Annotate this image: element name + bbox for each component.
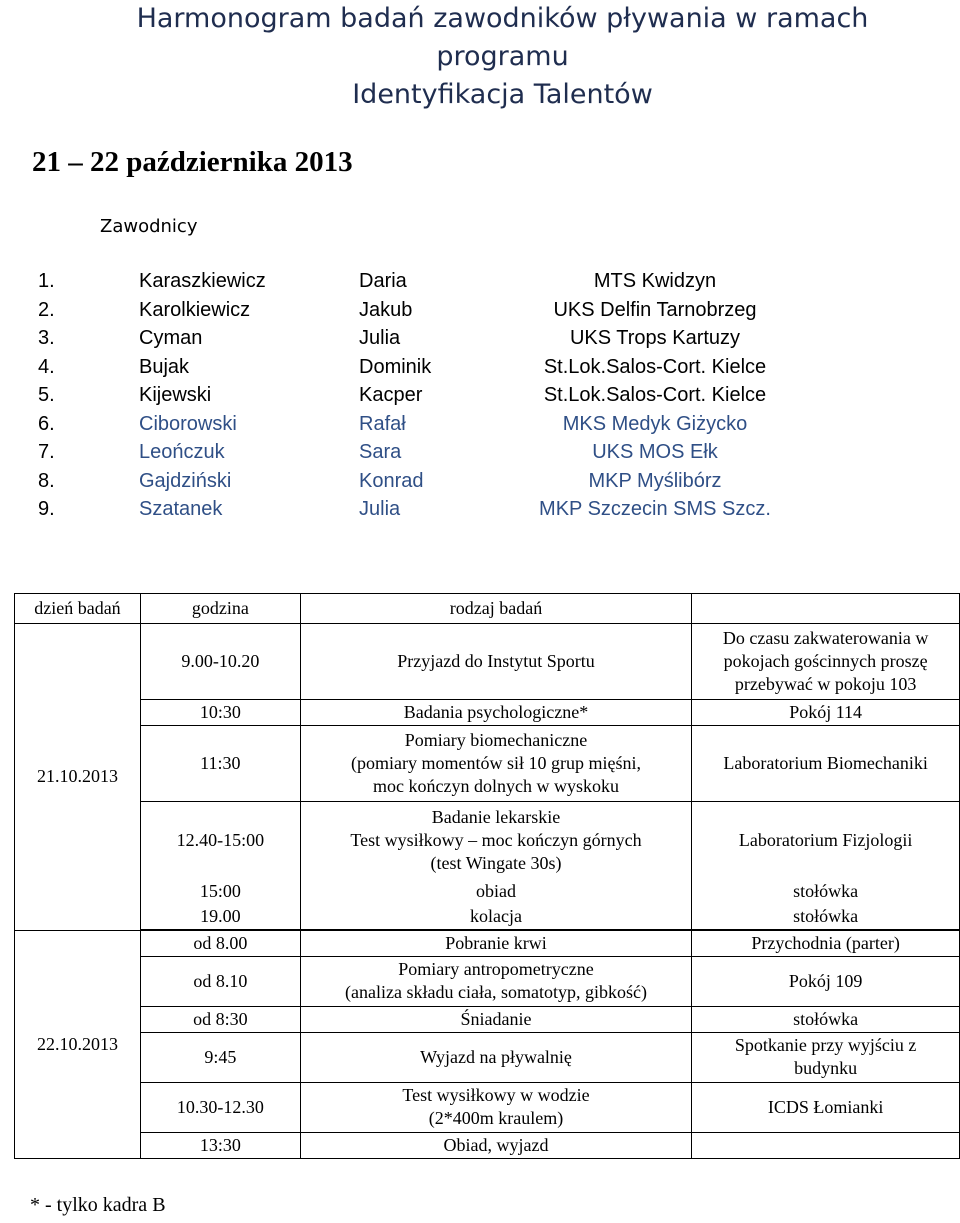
activity-cell — [300, 956, 692, 1006]
place-cell: Pokój 114 — [692, 700, 960, 726]
header-type: rodzaj badań — [300, 594, 692, 624]
participant-club: MKS Medyk Giżycko — [562, 412, 748, 435]
place-cell: stołówka — [692, 1006, 960, 1032]
participant-club: UKS Delfin Tarnobrzeg — [553, 298, 757, 321]
title-line-3: Identyfikacja Talentów — [352, 79, 653, 110]
place-cell — [692, 1032, 960, 1082]
activity-line: (pomiary momentów sił 10 grup mięśni, — [351, 753, 641, 773]
activity-cell: Śniadanie — [300, 1006, 692, 1032]
participant-club: St.Lok.Salos-Cort. Kielce — [543, 384, 767, 406]
participant-number: 3. — [38, 327, 55, 349]
place-line: pokojach gościnnych proszę — [723, 651, 928, 671]
day-1-cell: 21.10.2013 — [15, 624, 141, 931]
participant-number: 6. — [38, 412, 55, 435]
participant-row — [0, 327, 960, 356]
time-cell: 15:00 — [140, 879, 300, 904]
time-cell: 19.00 — [140, 904, 300, 930]
participant-surname: Cyman — [139, 327, 203, 349]
participant-name: Julia — [359, 498, 401, 520]
table-row — [15, 956, 960, 1006]
participant-surname: Gajdziński — [139, 469, 232, 492]
time-cell: 11:30 — [140, 726, 300, 802]
activity-cell — [300, 1082, 692, 1132]
participant-number: 9. — [38, 498, 55, 520]
participant-surname: Kijewski — [139, 384, 212, 406]
time-cell: od 8.00 — [140, 930, 300, 956]
participant-number: 2. — [38, 298, 55, 321]
participant-number: 1. — [38, 270, 55, 292]
schedule-table — [14, 593, 960, 1159]
participant-surname: Ciborowski — [139, 412, 237, 435]
table-row — [15, 802, 960, 879]
activity-cell: Wyjazd na pływalnię — [300, 1032, 692, 1082]
participant-row — [0, 470, 960, 499]
table-row — [15, 930, 960, 956]
event-date: 21 – 22 października 2013 — [32, 146, 353, 178]
table-row — [15, 1006, 960, 1032]
table-row — [15, 726, 960, 802]
time-cell: 10:30 — [140, 700, 300, 726]
time-cell: od 8:30 — [140, 1006, 300, 1032]
place-cell: Pokój 109 — [692, 956, 960, 1006]
table-row — [15, 879, 960, 904]
participant-number: 4. — [38, 355, 55, 378]
participant-name: Julia — [359, 327, 401, 349]
activity-cell: Obiad, wyjazd — [300, 1132, 692, 1158]
table-header-row — [15, 594, 960, 624]
participant-name: Kacper — [359, 384, 423, 406]
activity-line: Pomiary antropometryczne — [398, 959, 594, 979]
place-cell — [692, 1132, 960, 1158]
activity-line: Test wysiłkowy w wodzie — [402, 1085, 590, 1105]
participant-surname: Szatanek — [139, 498, 223, 520]
time-cell: od 8.10 — [140, 956, 300, 1006]
place-cell: stołówka — [692, 904, 960, 930]
time-cell: 9.00-10.20 — [140, 624, 300, 700]
participant-number: 5. — [38, 384, 55, 406]
title-line-1: Harmonogram badań zawodników pływania w ramach — [136, 3, 869, 34]
place-cell: ICDS Łomianki — [692, 1082, 960, 1132]
place-cell: stołówka — [692, 879, 960, 904]
table-row — [15, 904, 960, 930]
activity-line: (analiza składu ciała, somatotyp, gibkość) — [345, 982, 647, 1002]
participant-row — [0, 498, 960, 527]
participant-surname: Karolkiewicz — [139, 298, 251, 321]
title-line-2: programu — [436, 41, 569, 72]
activity-line: (2*400m kraulem) — [428, 1108, 564, 1128]
place-line: przebywać w pokoju 103 — [734, 674, 917, 694]
activity-line: (test Wingate 30s) — [430, 852, 562, 873]
place-line: budynku — [794, 1058, 858, 1078]
participant-surname: Karaszkiewicz — [139, 270, 266, 292]
participant-row — [0, 356, 960, 385]
participant-club: MKP Myślibórz — [588, 469, 722, 492]
participant-club: UKS MOS Ełk — [592, 441, 718, 463]
activity-line: Badanie lekarskie — [431, 806, 561, 827]
participant-club: MTS Kwidzyn — [593, 270, 717, 292]
time-cell: 13:30 — [140, 1132, 300, 1158]
participant-name: Jakub — [359, 298, 413, 321]
table-row — [15, 1082, 960, 1132]
participant-row — [0, 413, 960, 442]
activity-line: Test wysiłkowy – moc kończyn górnych — [350, 829, 642, 850]
participant-number: 7. — [38, 441, 55, 463]
participants-list — [0, 270, 960, 527]
activity-cell: Przyjazd do Instytut Sportu — [300, 624, 692, 700]
place-cell: Laboratorium Biomechaniki — [692, 726, 960, 802]
participant-club: MKP Szczecin SMS Szcz. — [539, 498, 771, 520]
participant-row — [0, 270, 960, 299]
activity-cell — [300, 802, 692, 879]
activity-line: moc kończyn dolnych w wyskoku — [373, 776, 619, 796]
activity-cell: Pobranie krwi — [300, 930, 692, 956]
participant-number: 8. — [38, 469, 55, 492]
participant-name: Daria — [359, 270, 407, 292]
participant-row — [0, 384, 960, 413]
participant-name: Sara — [359, 441, 402, 463]
activity-line: Pomiary biomechaniczne — [404, 730, 588, 750]
place-line: Do czasu zakwaterowania w — [722, 628, 929, 648]
time-cell: 10.30-12.30 — [140, 1082, 300, 1132]
table-row — [15, 700, 960, 726]
activity-cell: Badania psychologiczne* — [300, 700, 692, 726]
day-2-cell: 22.10.2013 — [15, 930, 141, 1158]
activity-cell: kolacja — [300, 904, 692, 930]
document-title — [0, 0, 960, 114]
participant-surname: Bujak — [139, 355, 190, 378]
table-row — [15, 1132, 960, 1158]
place-cell: Laboratorium Fizjologii — [692, 802, 960, 879]
activity-cell — [300, 726, 692, 802]
header-place — [692, 594, 960, 624]
place-cell — [692, 624, 960, 700]
participant-name: Dominik — [359, 355, 432, 378]
time-cell: 9:45 — [140, 1032, 300, 1082]
activity-cell: obiad — [300, 879, 692, 904]
table-row — [15, 1032, 960, 1082]
header-time: godzina — [140, 594, 300, 624]
participant-club: UKS Trops Kartuzy — [569, 327, 741, 349]
table-row — [15, 624, 960, 700]
participant-row — [0, 299, 960, 328]
header-day: dzień badań — [15, 594, 141, 624]
time-cell: 12.40-15:00 — [140, 802, 300, 879]
footnote: * - tylko kadra B — [30, 1194, 166, 1216]
place-line: Spotkanie przy wyjściu z — [734, 1035, 917, 1055]
participant-row — [0, 441, 960, 470]
participant-name: Rafał — [359, 412, 406, 435]
participant-club: St.Lok.Salos-Cort. Kielce — [543, 355, 767, 378]
participants-header: Zawodnicy — [100, 216, 198, 237]
participant-name: Konrad — [359, 469, 424, 492]
place-cell: Przychodnia (parter) — [692, 930, 960, 956]
participant-surname: Leończuk — [139, 441, 225, 463]
